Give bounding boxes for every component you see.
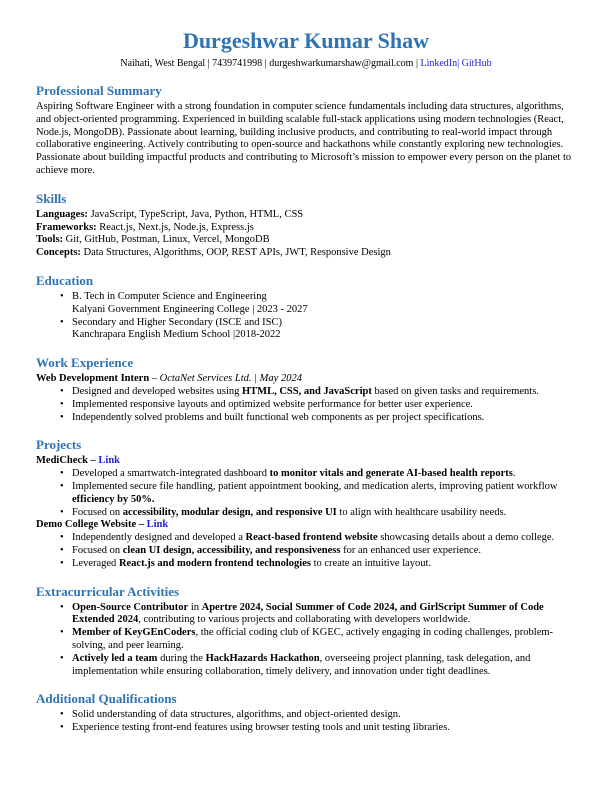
text-run: React.js, Next.js, Node.js, Express.js [96, 221, 254, 233]
text-run: for an enhanced user experience. [340, 544, 481, 556]
bullet-item [36, 468, 576, 481]
bullet-item [36, 558, 576, 571]
text-run: React.js and modern frontend technologies [118, 557, 311, 569]
text-run: Git, GitHub, Postman, Linux, Vercel, MongoDB [63, 234, 270, 246]
summary-paragraph [36, 101, 576, 178]
bullet-item [36, 722, 576, 735]
bullet-marker: • [60, 506, 64, 518]
bullet-item [36, 412, 576, 425]
section-extracurricular-activities [36, 584, 576, 679]
bullet-item [36, 545, 576, 558]
bullet-item [36, 627, 576, 653]
bullet-marker: • [60, 601, 64, 613]
demo-college-link[interactable]: Link [146, 519, 169, 531]
text-run: Leveraged [72, 557, 119, 569]
text-run: Aspiring Software Engineer with a strong foundation in computer science fundamentals including data structures, algorithms, and object-oriented programming. Experienced in building scalable full-stack applications using modern technologies (React, Node.js, MongoDB). Passionate about learning, building inclusive products, and contributing to real-world impact through collaborative engineering. Actively contributing to open-source and hackathons while constantly exploring new technologies. Passionate about building impactful products and contributing to Microsoft’s mission to empower every person on the planet to achieve more. [36, 101, 572, 176]
text-run: Concepts: [36, 247, 81, 259]
linkedin-link[interactable]: LinkedIn [420, 58, 458, 69]
bullet-item [36, 481, 576, 507]
text-run: Experience testing front-end features using browser testing tools and unit testing libraries. [72, 722, 450, 734]
github-link[interactable]: GitHub [461, 58, 492, 69]
bullet-item [36, 399, 576, 412]
name-title: Durgeshwar Kumar Shaw [182, 28, 430, 53]
bullet-text [72, 412, 576, 425]
bullet-text [72, 653, 576, 679]
job-title-line [36, 373, 576, 386]
bullet-marker: • [60, 557, 64, 569]
text-run: OctaNet Services Ltd. | May 2024 [159, 373, 302, 385]
text-run: Open-Source Contributor [72, 601, 189, 613]
text-run: Focused on [72, 544, 123, 556]
bullet-item [36, 507, 576, 520]
text-run: JavaScript, TypeScript, Java, Python, HTML, CSS [87, 208, 304, 220]
section-skills [36, 191, 576, 260]
text-run: Frameworks: [36, 221, 97, 233]
bullet-marker: • [60, 709, 64, 721]
text-run: accessibility, modular design, and responsive UI [122, 506, 337, 518]
bullet-text [72, 627, 576, 653]
text-run: Kalyani Government Engineering College | 2023 - 2027 [72, 303, 308, 315]
text-run: Focused on [72, 506, 123, 518]
bullet-marker: • [60, 290, 64, 302]
bullet-marker: • [60, 652, 64, 664]
bullet-item [36, 317, 576, 343]
bullet-text [72, 507, 576, 520]
section-professional-summary [36, 83, 576, 178]
contact-info-text: Naihati, West Bengal | 7439741998 | durgeshwarkumarshaw@gmail.com | [120, 58, 421, 69]
bullet-text [72, 532, 576, 545]
section-projects [36, 437, 576, 570]
skills-line-frameworks [36, 222, 576, 235]
skills-line-tools [36, 234, 576, 247]
bullet-text [72, 722, 576, 735]
bullet-text [72, 399, 576, 412]
text-run: Actively led a team [72, 652, 158, 664]
project-title-medicheck [36, 455, 576, 468]
bullet-marker: • [60, 468, 64, 480]
text-run: Languages: [36, 208, 88, 220]
skills-line-concepts [36, 247, 576, 260]
bullet-marker: • [60, 532, 64, 544]
text-run: to create an intuitive layout. [310, 557, 432, 569]
text-run: Secondary and Higher Secondary (ISCE and ISC) [72, 316, 282, 328]
text-run: HackHazards Hackathon [205, 652, 320, 664]
section-heading-skills: Skills [36, 190, 67, 206]
text-run: B. Tech in Computer Science and Engineering [72, 290, 267, 302]
contact-separator: | [457, 58, 462, 69]
bullet-text [72, 558, 576, 571]
medicheck-link[interactable]: Link [98, 455, 121, 467]
bullet-marker: • [60, 398, 64, 410]
section-education [36, 273, 576, 342]
text-run: clean UI design, accessibility, and responsiveness [122, 544, 341, 556]
section-heading-work-experience: Work Experience [36, 355, 134, 371]
bullet-text [72, 317, 576, 343]
bullet-item [36, 709, 576, 722]
text-run: Member of KeyGEnCoders [72, 627, 196, 639]
bullet-item [36, 532, 576, 545]
contact-line [36, 57, 576, 70]
text-run: Developed a smartwatch-integrated dashboard [72, 468, 270, 480]
text-run: Implemented responsive layouts and optimized website performance for better user experience. [72, 398, 473, 410]
text-run: Tools: [36, 234, 64, 246]
text-run: Kanchrapara English Medium School |2018-2022 [72, 329, 281, 341]
text-run: , overseeing project planning, task delegation, and implementation while ensuring collaboration, timely delivery, and innovation under tight deadlines. [72, 652, 531, 677]
text-run: – [149, 373, 160, 385]
text-run: Demo College Website – [36, 519, 147, 531]
section-heading-additional-qualifications: Additional Qualifications [36, 691, 177, 707]
bullet-marker: • [60, 722, 64, 734]
text-run: . [512, 468, 516, 480]
bullet-subline [72, 329, 576, 342]
text-run: efficiency by 50%. [72, 493, 155, 505]
section-heading-professional-summary: Professional Summary [36, 83, 162, 98]
bullet-marker: • [60, 627, 64, 639]
text-run: to align with healthcare usability needs. [336, 506, 507, 518]
text-run: HTML, CSS, and JavaScript [242, 385, 372, 397]
text-run: , contributing to various projects and collaborating with developers worldwide. [138, 614, 471, 626]
text-run: MediCheck – [36, 455, 99, 467]
bullet-text [72, 481, 576, 507]
text-run: Web Development Intern [36, 373, 150, 385]
bullet-item [36, 386, 576, 399]
text-run: Designed and developed websites using [72, 385, 243, 397]
text-run: Independently designed and developed a [72, 532, 246, 544]
text-run: based on given tasks and requirements. [371, 385, 539, 397]
section-heading-education: Education [36, 272, 94, 288]
bullet-item [36, 291, 576, 317]
section-heading-projects: Projects [36, 437, 82, 453]
text-run: Solid understanding of data structures, algorithms, and object-oriented design. [72, 709, 401, 721]
bullet-text [72, 602, 576, 628]
section-heading-extracurricular-activities: Extracurricular Activities [36, 583, 180, 599]
bullet-marker: • [60, 411, 64, 423]
skills-line-languages [36, 209, 576, 222]
bullet-text [72, 291, 576, 317]
bullet-subline [72, 304, 576, 317]
bullet-item [36, 602, 576, 628]
text-run: to monitor vitals and generate AI-based health reports [269, 468, 513, 480]
bullet-text [72, 545, 576, 558]
bullet-text [72, 709, 576, 722]
text-run: in [188, 601, 202, 613]
text-run: Implemented secure file handling, patient appointment booking, and medication alerts, improving patient workflow [72, 480, 558, 492]
project-title-demo-college [36, 519, 576, 532]
section-work-experience [36, 355, 576, 424]
text-run: during the [157, 652, 206, 664]
bullet-marker: • [60, 385, 64, 397]
text-run: Apertre 2024, Social Summer of Code 2024, and GirlScript Summer of Code Extended 2024 [72, 601, 544, 626]
section-additional-qualifications [36, 691, 576, 735]
bullet-marker: • [60, 480, 64, 492]
resume-sections [36, 83, 576, 735]
bullet-text [72, 386, 576, 399]
bullet-text [72, 468, 576, 481]
bullet-item [36, 653, 576, 679]
bullet-marker: • [60, 544, 64, 556]
text-run: Independently solved problems and built functional web components as per project specifications. [72, 411, 485, 423]
resume-header [36, 28, 576, 70]
text-run: , the official coding club of KGEC, actively engaging in coding challenges, problem-solving, and peer learning. [72, 627, 554, 651]
bullet-marker: • [60, 316, 64, 328]
text-run: React-based frontend website [245, 532, 378, 544]
text-run: showcasing details about a demo college. [377, 532, 555, 544]
text-run: Data Structures, Algorithms, OOP, REST APIs, JWT, Responsive Design [80, 247, 391, 259]
